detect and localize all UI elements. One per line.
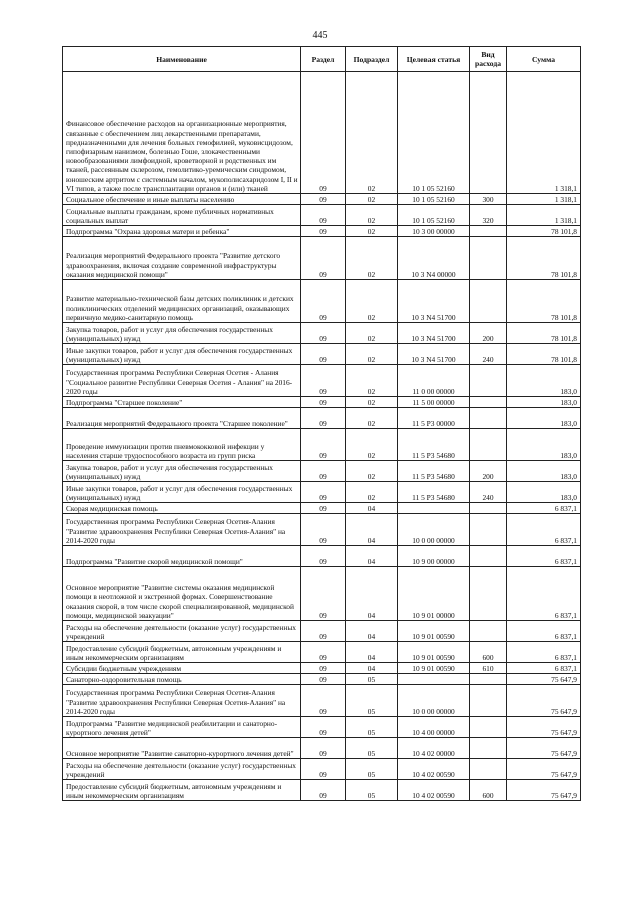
cell-expense-type [470, 408, 507, 429]
table-row [63, 461, 581, 482]
cell-subsection: 05 [346, 674, 398, 685]
cell-subsection: 02 [346, 237, 398, 280]
cell-subsection: 02 [346, 226, 398, 237]
cell-target: 10 1 05 52160 [398, 72, 470, 194]
table-row [63, 546, 581, 567]
cell-section: 09 [301, 397, 346, 408]
header-name: Наименование [63, 47, 301, 72]
cell-section: 09 [301, 642, 346, 663]
cell-name: Основное мероприятие "Развитие системы оказания медицинской помощи в неотложной и экстренной формах. Совершенствование оказания скорой, в том числе скорой специализированной, медицинской помощи, медицинской эвакуации" [63, 567, 301, 621]
cell-target [398, 503, 470, 514]
table-header-row [63, 47, 581, 72]
cell-section: 09 [301, 205, 346, 226]
cell-expense-type [470, 674, 507, 685]
cell-target: 10 0 00 00000 [398, 514, 470, 546]
cell-sum: 75 647,9 [507, 674, 581, 685]
cell-name: Предоставление субсидий бюджетным, автономным учреждениям и иным некоммерческим организациям [63, 780, 301, 801]
cell-target [398, 674, 470, 685]
cell-name: Подпрограмма "Развитие медицинской реабилитации и санаторно-курортного лечения детей" [63, 717, 301, 738]
table-row [63, 567, 581, 621]
table-row [63, 642, 581, 663]
cell-subsection: 02 [346, 397, 398, 408]
cell-subsection: 05 [346, 717, 398, 738]
cell-expense-type [470, 621, 507, 642]
cell-section: 09 [301, 194, 346, 205]
table-row [63, 194, 581, 205]
cell-name: Подпрограмма "Старшее поколение" [63, 397, 301, 408]
cell-name: Расходы на обеспечение деятельности (оказание услуг) государственных учреждений [63, 621, 301, 642]
cell-name: Закупка товаров, работ и услуг для обеспечения государственных (муниципальных) нужд [63, 461, 301, 482]
cell-subsection: 02 [346, 72, 398, 194]
budget-table [62, 46, 581, 801]
cell-subsection: 02 [346, 280, 398, 323]
cell-target: 10 9 00 00000 [398, 546, 470, 567]
cell-target: 11 5 00 00000 [398, 397, 470, 408]
cell-target: 10 3 N4 00000 [398, 237, 470, 280]
table-row [63, 717, 581, 738]
cell-expense-type [470, 503, 507, 514]
cell-expense-type: 610 [470, 663, 507, 674]
cell-sum: 183,0 [507, 429, 581, 461]
cell-target: 10 3 00 00000 [398, 226, 470, 237]
cell-target: 11 5 P3 00000 [398, 408, 470, 429]
table-row [63, 205, 581, 226]
cell-target: 10 9 01 00590 [398, 642, 470, 663]
cell-expense-type: 600 [470, 642, 507, 663]
cell-sum: 78 101,8 [507, 280, 581, 323]
cell-expense-type [470, 226, 507, 237]
cell-section: 09 [301, 365, 346, 397]
cell-name: Государственная программа Республики Северная Осетия-Алания "Развитие здравоохранения Республики Северная Осетия-Алания" на 2014-2020 годы [63, 685, 301, 717]
cell-sum: 1 318,1 [507, 205, 581, 226]
cell-sum: 78 101,8 [507, 237, 581, 280]
cell-expense-type: 320 [470, 205, 507, 226]
cell-target: 10 1 05 52160 [398, 205, 470, 226]
cell-name: Расходы на обеспечение деятельности (оказание услуг) государственных учреждений [63, 759, 301, 780]
cell-section: 09 [301, 621, 346, 642]
cell-target: 11 0 00 00000 [398, 365, 470, 397]
cell-subsection: 02 [346, 323, 398, 344]
cell-section: 09 [301, 72, 346, 194]
cell-section: 09 [301, 514, 346, 546]
cell-section: 09 [301, 759, 346, 780]
cell-subsection: 04 [346, 642, 398, 663]
cell-name: Государственная программа Республики Северная Осетия - Алания "Социальное развитие Республики Северная Осетия - Алания" на 2016-2020 годы [63, 365, 301, 397]
cell-section: 09 [301, 344, 346, 365]
table-row [63, 72, 581, 194]
cell-target: 11 5 P3 54680 [398, 429, 470, 461]
cell-section: 09 [301, 429, 346, 461]
header-sum: Сумма [507, 47, 581, 72]
cell-target: 10 4 00 00000 [398, 717, 470, 738]
table-row [63, 429, 581, 461]
cell-sum: 75 647,9 [507, 780, 581, 801]
cell-expense-type [470, 546, 507, 567]
cell-subsection: 04 [346, 621, 398, 642]
cell-subsection: 02 [346, 365, 398, 397]
cell-subsection: 02 [346, 194, 398, 205]
cell-expense-type: 200 [470, 323, 507, 344]
cell-target: 11 5 P3 54680 [398, 461, 470, 482]
cell-sum: 1 318,1 [507, 72, 581, 194]
cell-sum: 183,0 [507, 482, 581, 503]
cell-expense-type [470, 237, 507, 280]
table-row [63, 503, 581, 514]
cell-target: 10 4 02 00590 [398, 759, 470, 780]
table-row [63, 685, 581, 717]
cell-section: 09 [301, 408, 346, 429]
cell-name: Иные закупки товаров, работ и услуг для обеспечения государственных (муниципальных) нужд [63, 482, 301, 503]
cell-expense-type [470, 685, 507, 717]
cell-sum: 183,0 [507, 408, 581, 429]
cell-sum: 78 101,8 [507, 226, 581, 237]
cell-target: 10 3 N4 51700 [398, 323, 470, 344]
table-row [63, 323, 581, 344]
table-row [63, 408, 581, 429]
cell-expense-type [470, 759, 507, 780]
table-row [63, 397, 581, 408]
cell-subsection: 05 [346, 738, 398, 759]
table-row [63, 738, 581, 759]
header-section: Раздел [301, 47, 346, 72]
table-row [63, 514, 581, 546]
table-row [63, 621, 581, 642]
cell-section: 09 [301, 674, 346, 685]
cell-name: Закупка товаров, работ и услуг для обеспечения государственных (муниципальных) нужд [63, 323, 301, 344]
cell-section: 09 [301, 503, 346, 514]
cell-target: 10 1 05 52160 [398, 194, 470, 205]
cell-sum: 6 837,1 [507, 546, 581, 567]
cell-expense-type [470, 738, 507, 759]
header-subsection: Подраздел [346, 47, 398, 72]
table-body [63, 72, 581, 801]
table-row [63, 759, 581, 780]
cell-expense-type: 300 [470, 194, 507, 205]
cell-section: 09 [301, 780, 346, 801]
cell-section: 09 [301, 738, 346, 759]
cell-subsection: 02 [346, 408, 398, 429]
cell-expense-type [470, 280, 507, 323]
cell-expense-type: 240 [470, 482, 507, 503]
cell-section: 09 [301, 567, 346, 621]
cell-expense-type [470, 72, 507, 194]
cell-sum: 183,0 [507, 397, 581, 408]
cell-section: 09 [301, 461, 346, 482]
cell-section: 09 [301, 546, 346, 567]
cell-section: 09 [301, 663, 346, 674]
cell-expense-type: 600 [470, 780, 507, 801]
table-row [63, 237, 581, 280]
cell-subsection: 02 [346, 344, 398, 365]
table-row [63, 226, 581, 237]
table-row [63, 674, 581, 685]
cell-name: Подпрограмма "Охрана здоровья матери и ребенка" [63, 226, 301, 237]
cell-subsection: 02 [346, 482, 398, 503]
cell-expense-type [470, 717, 507, 738]
cell-target: 10 4 02 00590 [398, 780, 470, 801]
cell-name: Иные закупки товаров, работ и услуг для обеспечения государственных (муниципальных) нужд [63, 344, 301, 365]
cell-sum: 75 647,9 [507, 717, 581, 738]
cell-target: 10 9 01 00590 [398, 621, 470, 642]
cell-expense-type [470, 429, 507, 461]
cell-sum: 6 837,1 [507, 663, 581, 674]
cell-sum: 78 101,8 [507, 323, 581, 344]
cell-name: Финансовое обеспечение расходов на организационные мероприятия, связанные с обеспечением лиц лекарственными препаратами, предназначенными для лечения больных гемофилией, муковисцидозом, гипофизарным нанизмом, болезнью Гоше, злокачественными новообразованиями лимфоидной, кроветворной и родственных им тканей, рассеянным склерозом, гемолитико-уремическим синдромом, юношеским артритом с системным началом, мукополисахаридозом I, II и VI типов, а также после трансплантации органов и (или) тканей [63, 72, 301, 194]
cell-sum: 75 647,9 [507, 759, 581, 780]
cell-target: 11 5 P3 54680 [398, 482, 470, 503]
cell-subsection: 05 [346, 780, 398, 801]
cell-subsection: 04 [346, 503, 398, 514]
cell-section: 09 [301, 226, 346, 237]
cell-sum: 78 101,8 [507, 344, 581, 365]
cell-name: Реализация мероприятий Федерального проекта "Развитие детского здравоохранения, включая создание современной инфраструктуры оказания медицинской помощи" [63, 237, 301, 280]
table-row [63, 780, 581, 801]
cell-sum: 183,0 [507, 365, 581, 397]
cell-subsection: 05 [346, 759, 398, 780]
cell-subsection: 02 [346, 429, 398, 461]
cell-subsection: 04 [346, 663, 398, 674]
cell-sum: 6 837,1 [507, 621, 581, 642]
page-number: 445 [312, 30, 328, 41]
cell-sum: 6 837,1 [507, 642, 581, 663]
header-expense-type: Вид расхода [470, 47, 507, 72]
cell-section: 09 [301, 685, 346, 717]
cell-target: 10 4 02 00000 [398, 738, 470, 759]
table-row [63, 280, 581, 323]
table-row [63, 663, 581, 674]
cell-sum: 75 647,9 [507, 738, 581, 759]
cell-target: 10 9 01 00000 [398, 567, 470, 621]
cell-name: Развитие материально-технической базы детских поликлиник и детских поликлинических отделений медицинских организаций, оказывающих первичную медико-санитарную помощь [63, 280, 301, 323]
cell-expense-type: 200 [470, 461, 507, 482]
cell-sum: 183,0 [507, 461, 581, 482]
table-row [63, 365, 581, 397]
cell-subsection: 04 [346, 546, 398, 567]
cell-expense-type [470, 397, 507, 408]
cell-section: 09 [301, 280, 346, 323]
cell-expense-type: 240 [470, 344, 507, 365]
cell-name: Субсидии бюджетным учреждениям [63, 663, 301, 674]
cell-subsection: 02 [346, 205, 398, 226]
table-row [63, 482, 581, 503]
cell-subsection: 04 [346, 514, 398, 546]
cell-section: 09 [301, 482, 346, 503]
cell-sum: 6 837,1 [507, 514, 581, 546]
cell-name: Подпрограмма "Развитие скорой медицинской помощи" [63, 546, 301, 567]
cell-sum: 1 318,1 [507, 194, 581, 205]
cell-sum: 6 837,1 [507, 503, 581, 514]
cell-name: Санаторно-оздоровительная помощь [63, 674, 301, 685]
cell-expense-type [470, 567, 507, 621]
cell-name: Основное мероприятие "Развитие санаторно-курортного лечения детей" [63, 738, 301, 759]
cell-name: Государственная программа Республики Северная Осетия-Алания "Развитие здравоохранения Республики Северная Осетия-Алания" на 2014-2020 годы [63, 514, 301, 546]
cell-name: Предоставление субсидий бюджетным, автономным учреждениям и иным некоммерческим организациям [63, 642, 301, 663]
cell-expense-type [470, 514, 507, 546]
cell-target: 10 0 00 00000 [398, 685, 470, 717]
table-row [63, 344, 581, 365]
cell-section: 09 [301, 323, 346, 344]
cell-subsection: 02 [346, 461, 398, 482]
cell-sum: 75 647,9 [507, 685, 581, 717]
cell-name: Социальное обеспечение и иные выплаты населению [63, 194, 301, 205]
header-target: Целевая статья [398, 47, 470, 72]
cell-sum: 6 837,1 [507, 567, 581, 621]
cell-name: Социальные выплаты гражданам, кроме публичных нормативных социальных выплат [63, 205, 301, 226]
cell-section: 09 [301, 717, 346, 738]
cell-name: Реализация мероприятий Федерального проекта "Старшее поколение" [63, 408, 301, 429]
cell-name: Скорая медицинская помощь [63, 503, 301, 514]
cell-subsection: 04 [346, 567, 398, 621]
cell-target: 10 3 N4 51700 [398, 280, 470, 323]
cell-expense-type [470, 365, 507, 397]
cell-target: 10 3 N4 51700 [398, 344, 470, 365]
cell-name: Проведение иммунизации против пневмококковой инфекции у населения старше трудоспособного возраста из групп риска [63, 429, 301, 461]
cell-section: 09 [301, 237, 346, 280]
cell-target: 10 9 01 00590 [398, 663, 470, 674]
cell-subsection: 05 [346, 685, 398, 717]
